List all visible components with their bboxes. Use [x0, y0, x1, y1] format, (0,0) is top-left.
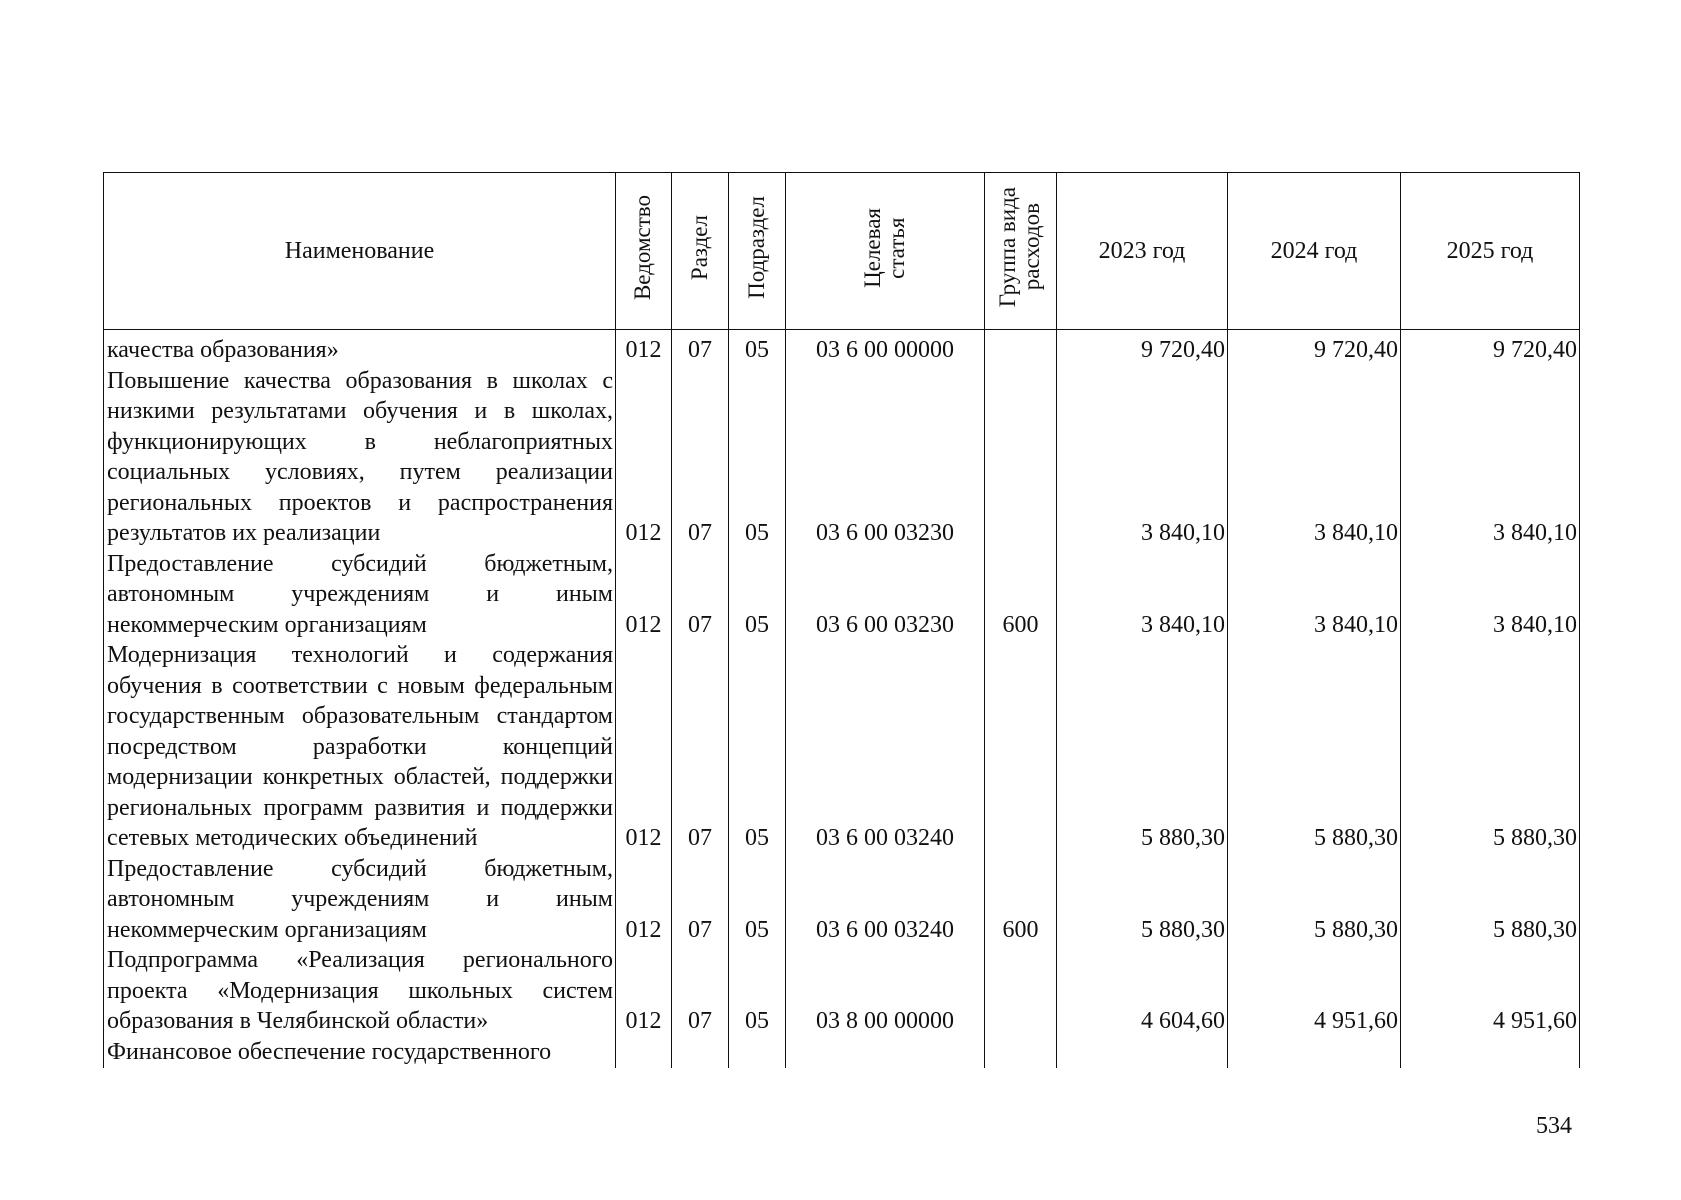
row-2024: 3 840,10: [1228, 366, 1401, 549]
row-2025: 4 951,60: [1401, 945, 1580, 1037]
budget-table-sheet: [103, 172, 1579, 1098]
row-gruppa: [985, 330, 1057, 366]
header-gruppa-vida-rashodov: Группа вида расходов: [985, 173, 1057, 330]
row-2025: 3 840,10: [1401, 366, 1580, 549]
header-razdel: Раздел: [672, 173, 729, 330]
row-2025: 5 880,30: [1401, 854, 1580, 946]
row-2023: 3 840,10: [1057, 366, 1228, 549]
row-vedomstvo: 012: [616, 640, 672, 854]
row-name: Подпрограмма «Реализация регионального проекта «Модернизация школьных систем образования в Челябинской области»: [104, 945, 616, 1037]
row-podrazdel: 05: [729, 640, 786, 854]
row-name: Модернизация технологий и содержания обучения в соответствии с новым федеральным государственным образовательным стандартом посредством разработки концепций модернизации конкретных областей, поддержки региональных программ развития и поддержки сетевых методических объединений: [104, 640, 616, 854]
row-name: Предоставление субсидий бюджетным, автономным учреждениям и иным некоммерческим организациям: [104, 854, 616, 946]
row-gruppa: 600: [985, 549, 1057, 641]
row-podrazdel: [729, 1037, 786, 1068]
row-razdel: 07: [672, 366, 729, 549]
row-name: качества образования»: [104, 330, 616, 366]
table-header-row: [104, 173, 1580, 330]
header-2023: 2023 год: [1057, 173, 1228, 330]
header-vedomstvo: Ведомство: [616, 173, 672, 330]
row-celevaya-statya: 03 6 00 03240: [786, 854, 985, 946]
row-razdel: 07: [672, 854, 729, 946]
row-gruppa: [985, 945, 1057, 1037]
table-row: [104, 330, 1580, 366]
header-name: Наименование: [104, 173, 616, 330]
table-row: [104, 640, 1580, 854]
row-razdel: 07: [672, 945, 729, 1037]
row-podrazdel: 05: [729, 945, 786, 1037]
row-2024: 4 951,60: [1228, 945, 1401, 1037]
row-gruppa: [985, 640, 1057, 854]
row-celevaya-statya: 03 6 00 03230: [786, 549, 985, 641]
table-row: [104, 1037, 1580, 1068]
row-razdel: 07: [672, 549, 729, 641]
row-vedomstvo: 012: [616, 945, 672, 1037]
row-celevaya-statya: 03 6 00 00000: [786, 330, 985, 366]
row-2024: [1228, 1037, 1401, 1068]
table-row: [104, 854, 1580, 946]
row-vedomstvo: 012: [616, 330, 672, 366]
header-2025: 2025 год: [1401, 173, 1580, 330]
row-podrazdel: 05: [729, 854, 786, 946]
row-vedomstvo: 012: [616, 366, 672, 549]
row-2024: 5 880,30: [1228, 640, 1401, 854]
row-celevaya-statya: 03 6 00 03240: [786, 640, 985, 854]
row-2025: 5 880,30: [1401, 640, 1580, 854]
row-2024: 3 840,10: [1228, 549, 1401, 641]
row-2023: 5 880,30: [1057, 640, 1228, 854]
table-row: [104, 366, 1580, 549]
row-2023: 5 880,30: [1057, 854, 1228, 946]
table-row: [104, 945, 1580, 1037]
row-podrazdel: 05: [729, 366, 786, 549]
row-razdel: 07: [672, 330, 729, 366]
row-2024: 5 880,30: [1228, 854, 1401, 946]
row-name: Финансовое обеспечение государственного: [104, 1037, 616, 1068]
row-2025: 3 840,10: [1401, 549, 1580, 641]
row-podrazdel: 05: [729, 549, 786, 641]
header-podrazdel: Подраздел: [729, 173, 786, 330]
row-name: Предоставление субсидий бюджетным, автономным учреждениям и иным некоммерческим организациям: [104, 549, 616, 641]
row-celevaya-statya: [786, 1037, 985, 1068]
row-2025: 9 720,40: [1401, 330, 1580, 366]
row-podrazdel: 05: [729, 330, 786, 366]
row-gruppa: [985, 366, 1057, 549]
table-row: [104, 549, 1580, 641]
row-name: Повышение качества образования в школах с низкими результатами обучения и в школах, функционирующих в неблагоприятных социальных условиях, путем реализации региональных проектов и распространения результатов их реализации: [104, 366, 616, 549]
budget-table: [103, 172, 1580, 1068]
row-2023: 4 604,60: [1057, 945, 1228, 1037]
row-vedomstvo: [616, 1037, 672, 1068]
row-2023: 9 720,40: [1057, 330, 1228, 366]
row-2023: 3 840,10: [1057, 549, 1228, 641]
header-celevaya-statya: Целевая статья: [786, 173, 985, 330]
row-gruppa: 600: [985, 854, 1057, 946]
page-number: 534: [1536, 1113, 1572, 1139]
row-2025: [1401, 1037, 1580, 1068]
row-gruppa: [985, 1037, 1057, 1068]
row-2024: 9 720,40: [1228, 330, 1401, 366]
row-vedomstvo: 012: [616, 549, 672, 641]
row-vedomstvo: 012: [616, 854, 672, 946]
row-celevaya-statya: 03 6 00 03230: [786, 366, 985, 549]
row-razdel: 07: [672, 640, 729, 854]
row-razdel: [672, 1037, 729, 1068]
row-celevaya-statya: 03 8 00 00000: [786, 945, 985, 1037]
row-2023: [1057, 1037, 1228, 1068]
header-2024: 2024 год: [1228, 173, 1401, 330]
